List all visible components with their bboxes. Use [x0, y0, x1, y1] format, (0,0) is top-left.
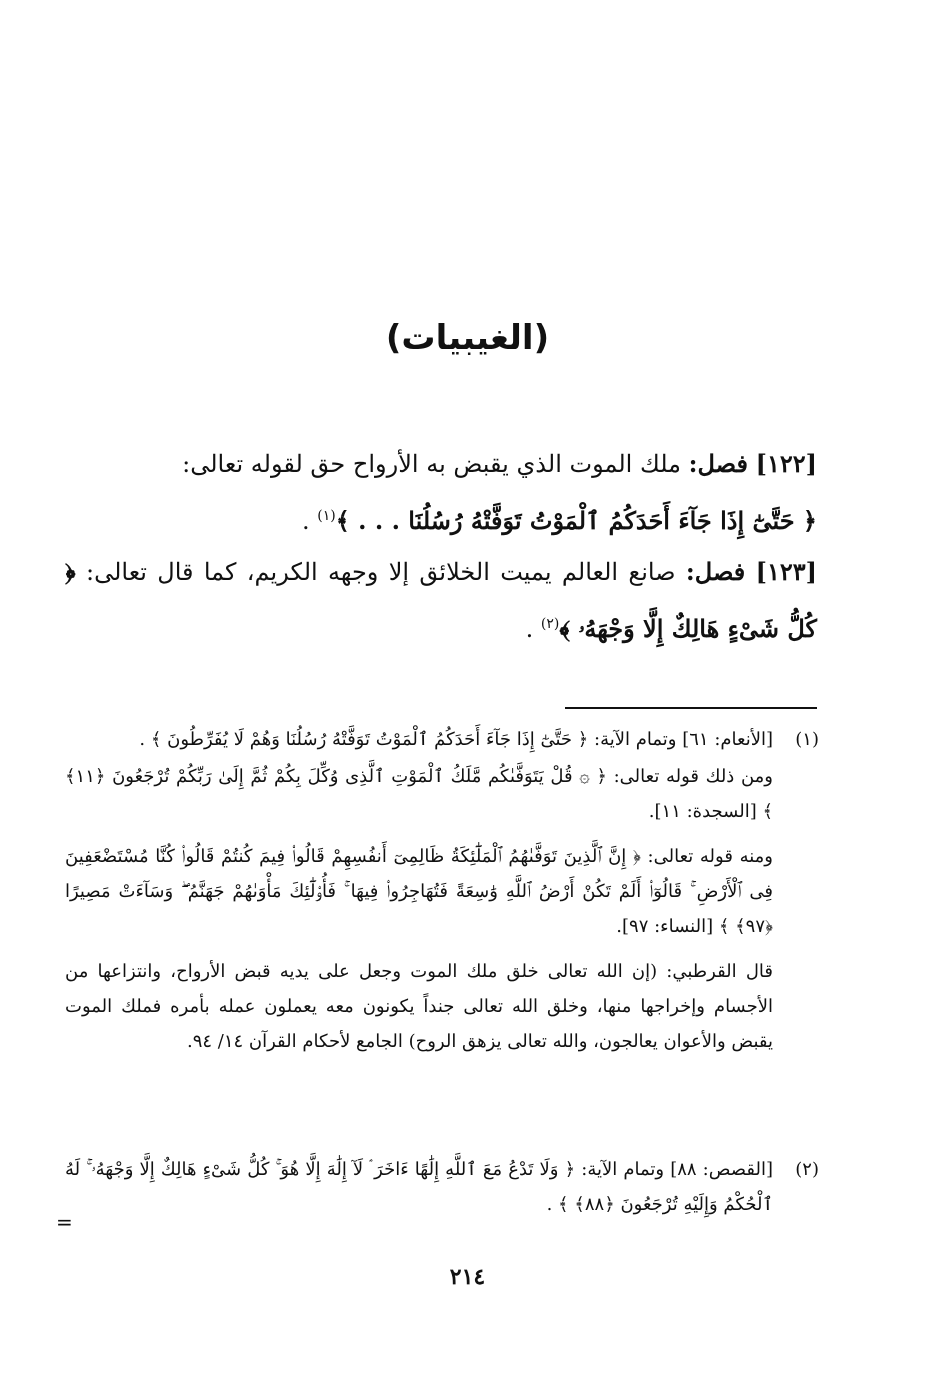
footnote-paragraph: قال القرطبي: (إن الله تعالى خلق ملك الموت وجعل على يديه قبض الأرواح، وانتزاعها من الأجسام وإخراجها منها، وخلق الله تعالى جنداً يكونون معه يعملون عمله بأمره فملك الموت يقبض والأعوان يعالجون، والله تعالى يزهق الروح) الجامع لأحكام القرآن ١٤/ ٩٤. — [65, 961, 773, 1052]
quran-verse: ﴿ كُلُّ شَىْءٍ هَالِكٌ إِلَّا وَجْهَهُۥ ﴾ — [65, 557, 817, 643]
section-text: صانع العالم يميت الخلائق إلا وجهه الكريم، كما قال تعالى: — [85, 558, 676, 586]
quran-verse: ﴿ حَتَّىٰٓ إِذَا جَآءَ أَحَدَكُمُ ٱلْمَوْتُ تَوَفَّتْهُ رُسُلُنَا . . . ﴾ — [335, 506, 817, 535]
footnote-ref[interactable]: (٢) — [540, 616, 560, 632]
footnote-line: [القصص: ٨٨] وتمام الآية: ﴿ وَلَا تَدْعُ مَعَ ٱللَّهِ إِلَٰهًا ءَاخَرَ ۘ لَآ إِلَٰهَ إِلَّا هُوَ ۚ كُلُّ شَىْءٍ هَالِكٌ إِلَّا وَجْهَهُۥ ۚ لَهُ ٱلْحُكْمُ وَإِلَيْهِ تُرْجَعُونَ ﴿٨٨﴾ ﴾ . — [65, 1159, 774, 1215]
footnote-marker: (١) — [795, 729, 819, 750]
section-label: فصل: — [688, 449, 748, 478]
footnote-1 — [65, 722, 817, 1059]
section-number: [١٢٣] — [755, 557, 817, 586]
chapter-title: (الغيبيات) — [385, 318, 550, 358]
section-number: [١٢٢] — [755, 449, 817, 478]
page-number: ٢١٤ — [449, 1264, 486, 1290]
footnote-paragraph: ومن ذلك قوله تعالى: ﴿ ۞ قُلْ يَتَوَفَّىٰكُم مَّلَكُ ٱلْمَوْتِ ٱلَّذِى وُكِّلَ بِكُمْ ثُمَّ إِلَىٰ رَبِّكُمْ تُرْجَعُونَ ﴿١١﴾ ﴾ [السجدة: ١١]. — [65, 766, 773, 822]
continuation-mark: = — [56, 1210, 73, 1234]
footnote-paragraph: ومنه قوله تعالى: ﴿ إِنَّ ٱلَّذِينَ تَوَفَّىٰهُمُ ٱلْمَلَٰٓئِكَةُ ظَالِمِىٓ أَنفُسِهِمْ قَالُوا۟ فِيمَ كُنتُمْ قَالُوا۟ كُنَّا مُسْتَضْعَفِينَ فِى ٱلْأَرْضِ ۚ قَالُوٓا۟ أَلَمْ تَكُنْ أَرْضُ ٱللَّهِ وَٰسِعَةً فَتُهَاجِرُوا۟ فِيهَا ۚ فَأُو۟لَٰٓئِكَ مَأْوَىٰهُمْ جَهَنَّمُ ۖ وَسَآءَتْ مَصِيرًا ﴿٩٧﴾ ﴾ [النساء: ٩٧]. — [65, 846, 773, 937]
section-label: فصل: — [685, 557, 746, 586]
section-122 — [65, 438, 817, 547]
footnote-marker: (٢) — [795, 1159, 819, 1180]
footnote-separator — [565, 707, 817, 709]
footnote-line: [الأنعام: ٦١] وتمام الآية: ﴿ حَتَّىٰٓ إِذَا جَآءَ أَحَدَكُمُ ٱلْمَوْتُ تَوَفَّتْهُ رُسُلُنَا وَهُمْ لَا يُفَرِّطُونَ ﴾ . — [139, 729, 773, 750]
footnote-2 — [65, 1152, 817, 1222]
footnote-ref[interactable]: (١) — [317, 508, 336, 524]
section-123 — [65, 546, 817, 655]
section-text: ملك الموت الذي يقبض به الأرواح حق لقوله تعالى: — [182, 450, 681, 478]
section-ending: . — [525, 615, 534, 643]
section-ending: . — [302, 507, 310, 535]
